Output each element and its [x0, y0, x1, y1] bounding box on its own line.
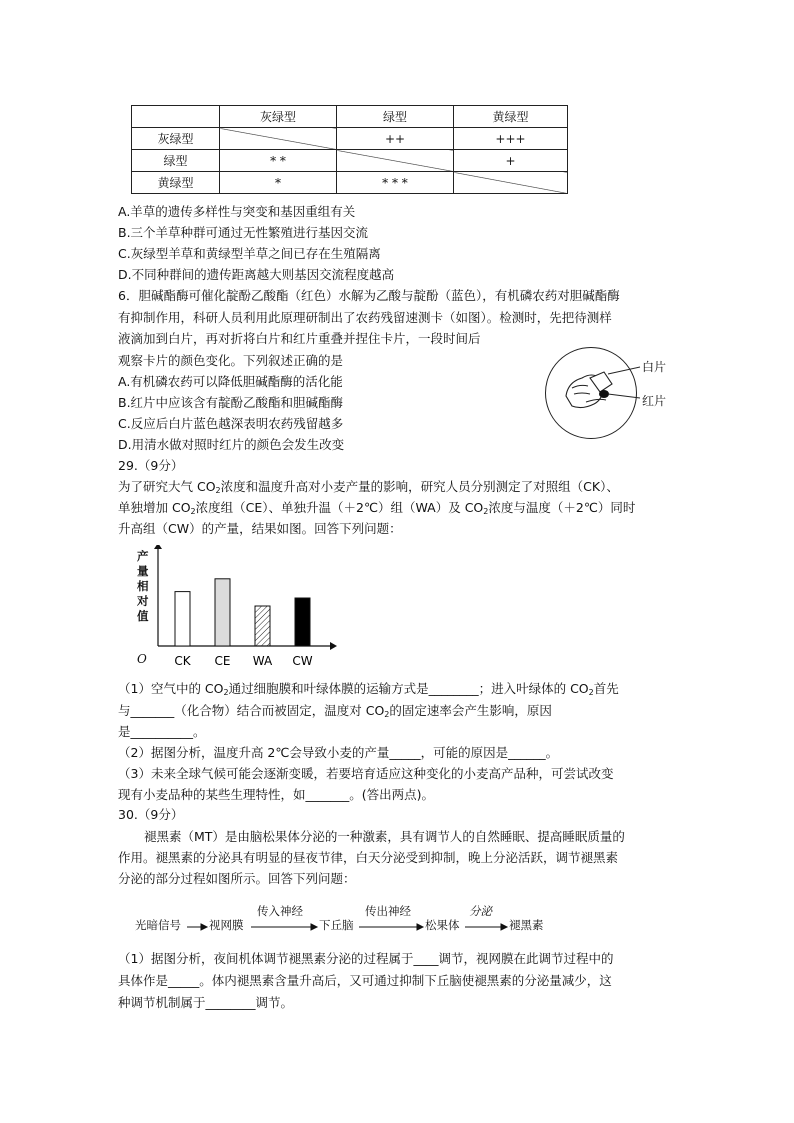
x-axis-arrow — [330, 642, 337, 650]
bar-ce — [215, 579, 230, 646]
flow-node-retina: 视网膜 — [209, 918, 244, 932]
q6-stem-line: 有抑制作用，科研人员利用此原理研制出了农药残留速测卡（如图）。检测时，先把待测样 — [118, 310, 612, 325]
q29-intro-line: 为了研究大气 $CO_2$浓度和温度升高对小麦产量的影响，研究人员分别测定了对照组（CK）、 — [118, 479, 619, 495]
q29-intro-line: 单独增加 $CO_2$浓度组（CE）、单独升温（＋2℃）组（WA）及 $CO_2$浓度与温度（＋2℃）同时 — [118, 500, 636, 516]
row-label: 黄绿型 — [132, 172, 220, 194]
row-label: 灰绿型 — [132, 128, 220, 150]
flow-label-secrete: 分泌 — [469, 904, 492, 918]
flow-node-light-signal: 光暗信号 — [135, 918, 181, 932]
table-row — [132, 150, 568, 172]
x-tick-label: CW — [292, 654, 313, 668]
q29-q2-line: （2）据图分析，温度升高 2℃会导致小麦的产量_____，可能的原因是______。 — [118, 745, 559, 760]
table-cell: + — [454, 150, 568, 172]
q29-heading: 29.（9分） — [118, 458, 184, 473]
q6-stem-line: 观察卡片的颜色变化。下列叙述正确的是 — [118, 353, 344, 368]
q6-option-d: D.用清水做对照时红片的颜色会发生改变 — [118, 437, 345, 452]
q29-q3-line: 现有小麦品种的某些生理特性，如_______。(答出两点)。 — [118, 787, 435, 802]
table-header: 黄绿型 — [454, 106, 568, 128]
table-row — [132, 128, 568, 150]
q29-q1-line: 是__________。 — [118, 724, 206, 739]
q5-option-d: D.不同种群间的遗传距离越大则基因交流程度越高 — [118, 267, 395, 282]
melatonin-flow-diagram — [135, 903, 565, 939]
flow-node-melatonin: 褪黑素 — [509, 918, 544, 932]
q30-q1-line: 具体作是_____。体内褪黑素含量升高后，又可通过抑制下丘脑使褪黑素的分泌量减少，这 — [118, 973, 612, 988]
q30-paragraph-line: 褪黑素（MT）是由脑松果体分泌的一种激素，具有调节人的自然睡眠、提高睡眠质量的 — [144, 829, 625, 844]
chart-origin: O — [137, 652, 147, 666]
q5-option-b: B.三个羊草种群可通过无性繁殖进行基因交流 — [118, 225, 369, 240]
table-corner — [132, 106, 220, 128]
q29-q1-line: （1）空气中的 $CO_2$通过细胞膜和叶绿体膜的运输方式是________；进入叶绿体的 $CO_2$首先 — [118, 681, 619, 697]
q29-q3-line: （3）未来全球气候可能会逐渐变暖，若要培育适应这种变化的小麦高产品种，可尝试改变 — [118, 766, 614, 781]
x-tick-label: CK — [174, 654, 191, 668]
x-tick-label: CE — [214, 654, 231, 668]
q5-option-c: C.灰绿型羊草和黄绿型羊草之间已存在生殖隔离 — [118, 246, 381, 261]
table-header: 灰绿型 — [220, 106, 337, 128]
table-cell — [220, 128, 337, 150]
q6-option-c: C.反应后白片蓝色越深表明农药残留越多 — [118, 416, 344, 431]
bar-wa — [255, 606, 270, 646]
flow-node-hypothalamus: 下丘脑 — [319, 918, 354, 932]
red-piece-label: 红片 — [642, 394, 667, 408]
table-cell: +++ — [454, 128, 568, 150]
table-cell — [454, 172, 568, 194]
table-row — [132, 172, 568, 194]
q30-paragraph-line: 分泌的部分过程如图所示。回答下列问题： — [118, 871, 356, 886]
flow-node-pineal: 松果体 — [425, 918, 460, 932]
q6-stem-line: 6．胆碱酯酶可催化靛酚乙酸酯（红色）水解为乙酸与靛酚（蓝色），有机磷农药对胆碱酯酶 — [118, 288, 620, 303]
q30-paragraph-line: 作用。褪黑素的分泌具有明显的昼夜节律，白天分泌受到抑制，晚上分泌活跃，调节褪黑素 — [118, 850, 619, 865]
yield-bar-chart — [130, 545, 340, 670]
white-piece-label: 白片 — [642, 360, 667, 374]
flow-label-afferent: 传入神经 — [257, 904, 303, 918]
table-cell — [337, 150, 454, 172]
q6-stem-line: 液滴加到白片，再对折将白片和红片重叠并捏住卡片，一段时间后 — [118, 331, 481, 346]
table-header: 绿型 — [337, 106, 454, 128]
q29-intro-line: 升高组（CW）的产量，结果如图。回答下列问题： — [118, 521, 402, 536]
q6-option-b: B.红片中应该含有靛酚乙酸酯和胆碱酯酶 — [118, 395, 344, 410]
bar-cw — [295, 598, 310, 646]
x-tick-label: WA — [252, 654, 273, 668]
q30-heading: 30.（9分） — [118, 807, 184, 822]
table-cell: ++ — [337, 128, 454, 150]
table-header-row — [132, 106, 568, 128]
q6-option-a: A.有机磷农药可以降低胆碱酯酶的活化能 — [118, 374, 343, 389]
q29-q1-line: 与_______（化合物）结合而被固定，温度对 $CO_2$的固定速率会产生影响，原因 — [118, 703, 552, 719]
table-cell: * * — [220, 150, 337, 172]
q30-q1-line: 种调节机制属于________调节。 — [118, 995, 294, 1010]
chart-y-label: 产量相对值 — [137, 549, 149, 623]
q5-option-a: A.羊草的遗传多样性与突变和基因重组有关 — [118, 204, 356, 219]
bar-ck — [175, 592, 190, 646]
y-axis-arrow — [154, 545, 162, 549]
flow-label-efferent: 传出神经 — [365, 904, 411, 918]
table-cell: * * * — [337, 172, 454, 194]
row-label: 绿型 — [132, 150, 220, 172]
table-cell: * — [220, 172, 337, 194]
genetic-table — [131, 105, 568, 194]
q30-q1-line: （1）据图分析，夜间机体调节褪黑素分泌的过程属于____调节，视网膜在此调节过程中的 — [118, 951, 614, 966]
